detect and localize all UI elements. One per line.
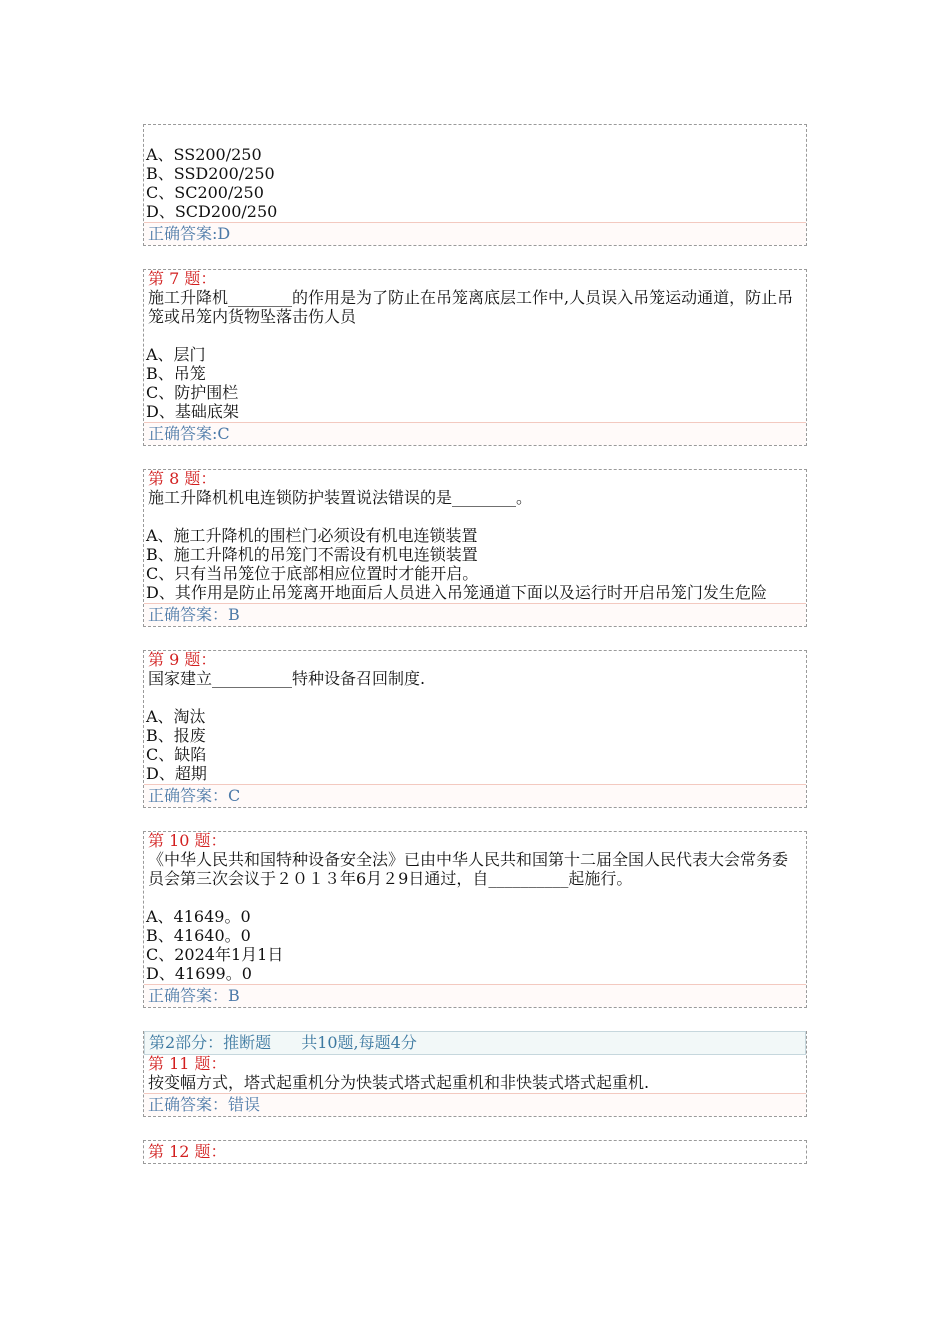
question-9-block <box>143 650 807 808</box>
question-title: 第 12 题： <box>148 1142 227 1161</box>
option-d: D、超期 <box>146 764 207 783</box>
question-11-block <box>143 1031 807 1117</box>
question-8-block <box>143 469 807 627</box>
section-header <box>144 1031 806 1055</box>
question-7-block <box>143 269 807 446</box>
option-d: D、基础底架 <box>146 402 239 421</box>
option-a: A、41649。0 <box>146 907 251 926</box>
question-title: 第 7 题： <box>148 269 217 288</box>
question-8-options <box>144 526 806 602</box>
option-d: D、其作用是防止吊笼离开地面后人员进入吊笼通道下面以及运行时开启吊笼门发生危险 <box>146 583 767 602</box>
question-text: 《中华人民共和国特种设备安全法》已由中华人民共和国第十二届全国人民代表大会常务委员会第三次会议于２０１３年6月２9日通过，自__________起施行。 <box>148 850 789 888</box>
question-7-options <box>144 345 806 421</box>
question-6-title-area <box>144 125 806 145</box>
correct-answer: 正确答案：B <box>144 984 806 1007</box>
question-text: 按变幅方式，塔式起重机分为快装式塔式起重机和非快装式塔式起重机. <box>148 1073 650 1092</box>
option-b: B、41640。0 <box>146 926 251 945</box>
option-a: A、淘汰 <box>146 707 206 726</box>
option-c: C、2024年1月1日 <box>146 945 284 964</box>
question-6-options <box>144 145 806 221</box>
correct-answer: 正确答案:C <box>144 422 806 445</box>
option-c: C、只有当吊笼位于底部相应位置时才能开启。 <box>146 564 479 583</box>
question-text: 施工升降机________的作用是为了防止在吊笼离底层工作中,人员误入吊笼运动通道，防止吊笼或吊笼内货物坠落击伤人员 <box>148 288 794 326</box>
question-12-block <box>143 1140 807 1164</box>
question-10-block <box>143 831 807 1008</box>
question-title: 第 11 题： <box>148 1054 227 1073</box>
option-b: B、SSD200/250 <box>146 164 275 183</box>
exam-page <box>143 124 807 1187</box>
option-c: C、SC200/250 <box>146 183 264 202</box>
section-label: 第2部分：推断题 <box>149 1033 272 1052</box>
option-a: A、SS200/250 <box>146 145 262 164</box>
question-title: 第 8 题： <box>148 469 217 488</box>
question-text: 国家建立__________特种设备召回制度. <box>148 669 426 688</box>
correct-answer: 正确答案：B <box>144 603 806 626</box>
option-d: D、41699。0 <box>146 964 252 983</box>
question-6-block <box>143 124 807 246</box>
question-text: 施工升降机机电连锁防护装置说法错误的是________。 <box>148 488 533 507</box>
correct-answer: 正确答案:D <box>144 222 806 245</box>
option-c: C、缺陷 <box>146 745 207 764</box>
correct-answer: 正确答案：错误 <box>144 1093 806 1116</box>
option-b: B、施工升降机的吊笼门不需设有机电连锁装置 <box>146 545 478 564</box>
option-a: A、施工升降机的围栏门必须设有机电连锁装置 <box>146 526 478 545</box>
section-count: 共10题,每题4分 <box>301 1033 417 1052</box>
question-title: 第 9 题： <box>148 650 217 669</box>
option-b: B、报废 <box>146 726 206 745</box>
question-9-options <box>144 707 806 783</box>
option-a: A、层门 <box>146 345 206 364</box>
correct-answer: 正确答案：C <box>144 784 806 807</box>
option-d: D、SCD200/250 <box>146 202 278 221</box>
option-b: B、吊笼 <box>146 364 206 383</box>
question-10-options <box>144 907 806 983</box>
option-c: C、防护围栏 <box>146 383 239 402</box>
question-title: 第 10 题： <box>148 831 227 850</box>
